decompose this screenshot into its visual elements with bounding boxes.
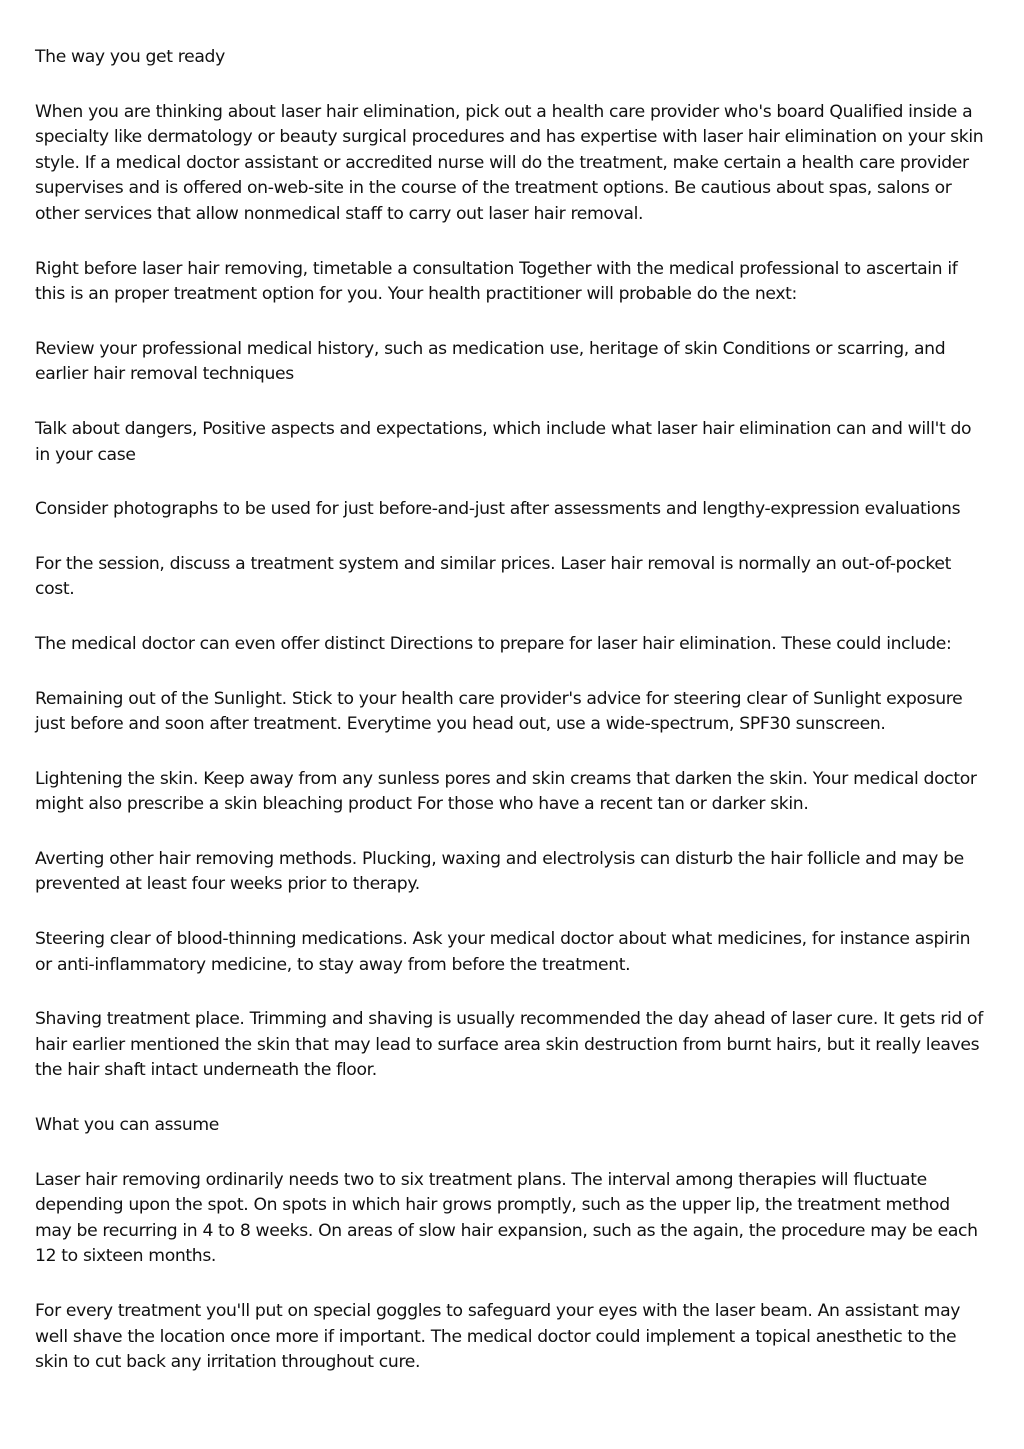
paragraph-treatment-count: Laser hair removing ordinarily needs two to six treatment plans. The interval among therapies will fluctuate depending upon the spot. On spots in which hair grows promptly, such as the upper lip, the treatment method may be recurring in 4 to 8 weeks. On areas of slow hair expansion, such as the again, the procedure may be each 12 to sixteen months. — [35, 1169, 978, 1267]
paragraph-goggles: For every treatment you'll put on special goggles to safeguard your eyes with the laser beam. An assistant may well shave the location once more if important. The medical doctor could implement a topical anesthetic to the skin to cut back any irritation throughout cure. — [35, 1301, 961, 1373]
item-shaving: Shaving treatment place. Trimming and shaving is usually recommended the day ahead of laser cure. It gets rid of hair earlier mentioned the skin that may lead to surface area skin destruction from burnt hairs, but it really leaves the hair shaft intact underneath the floor. — [35, 1009, 983, 1081]
item-avoid-other-methods: Averting other hair removing methods. Plucking, waxing and electrolysis can disturb the hair follicle and may be prevented at least four weeks prior to therapy. — [35, 848, 964, 895]
paragraph-consultation: Right before laser hair removing, timetable a consultation Together with the medical professional to ascertain if this is an proper treatment option for you. Your health practitioner will probable do the next: — [35, 258, 958, 305]
item-photographs: Consider photographs to be used for just before-and-just after assessments and lengthy-expression evaluations — [35, 499, 961, 520]
paragraph-session-costs: For the session, discuss a treatment system and similar prices. Laser hair removal is normally an out-of-pocket cost. — [35, 553, 951, 600]
item-sunlight: Remaining out of the Sunlight. Stick to your health care provider's advice for steering clear of Sunlight exposure just before and soon after treatment. Everytime you head out, use a wide-spectrum, SPF30 sunscreen. — [35, 688, 963, 735]
item-talk-risks: Talk about dangers, Positive aspects and expectations, which include what laser hair elimination can and will't do in your case — [35, 418, 972, 465]
item-blood-thinning: Steering clear of blood-thinning medications. Ask your medical doctor about what medicines, for instance aspirin or anti-inflammatory medicine, to stay away from before the treatment. — [35, 929, 971, 975]
heading-getting-ready: The way you get ready — [35, 47, 225, 67]
paragraph-directions-intro: The medical doctor can even offer distinct Directions to prepare for laser hair elimination. These could include: — [35, 633, 952, 654]
heading-what-to-expect: What you can assume — [35, 1115, 220, 1136]
item-review-history: Review your professional medical history, such as medication use, heritage of skin Conditions or scarring, and earlier hair removal techniques — [35, 338, 946, 385]
item-lightening-skin: Lightening the skin. Keep away from any sunless pores and skin creams that darken the skin. Your medical doctor might also prescribe a skin bleaching product For those who have a recent tan or darker skin. — [35, 768, 977, 815]
paragraph-choose-provider: When you are thinking about laser hair elimination, pick out a health care provider who's board Qualified inside a specialty like dermatology or beauty surgical procedures and has expertise with laser hair elimination on your skin style. If a medical doctor assistant or accredited nurse will do the treatment, make certain a health care provider supervises and is offered on-web-site in the course of the treatment options. Be cautious about spas, salons or other services that allow nonmedical staff to carry out laser hair removal. — [35, 101, 984, 224]
document-page — [35, 45, 990, 1405]
